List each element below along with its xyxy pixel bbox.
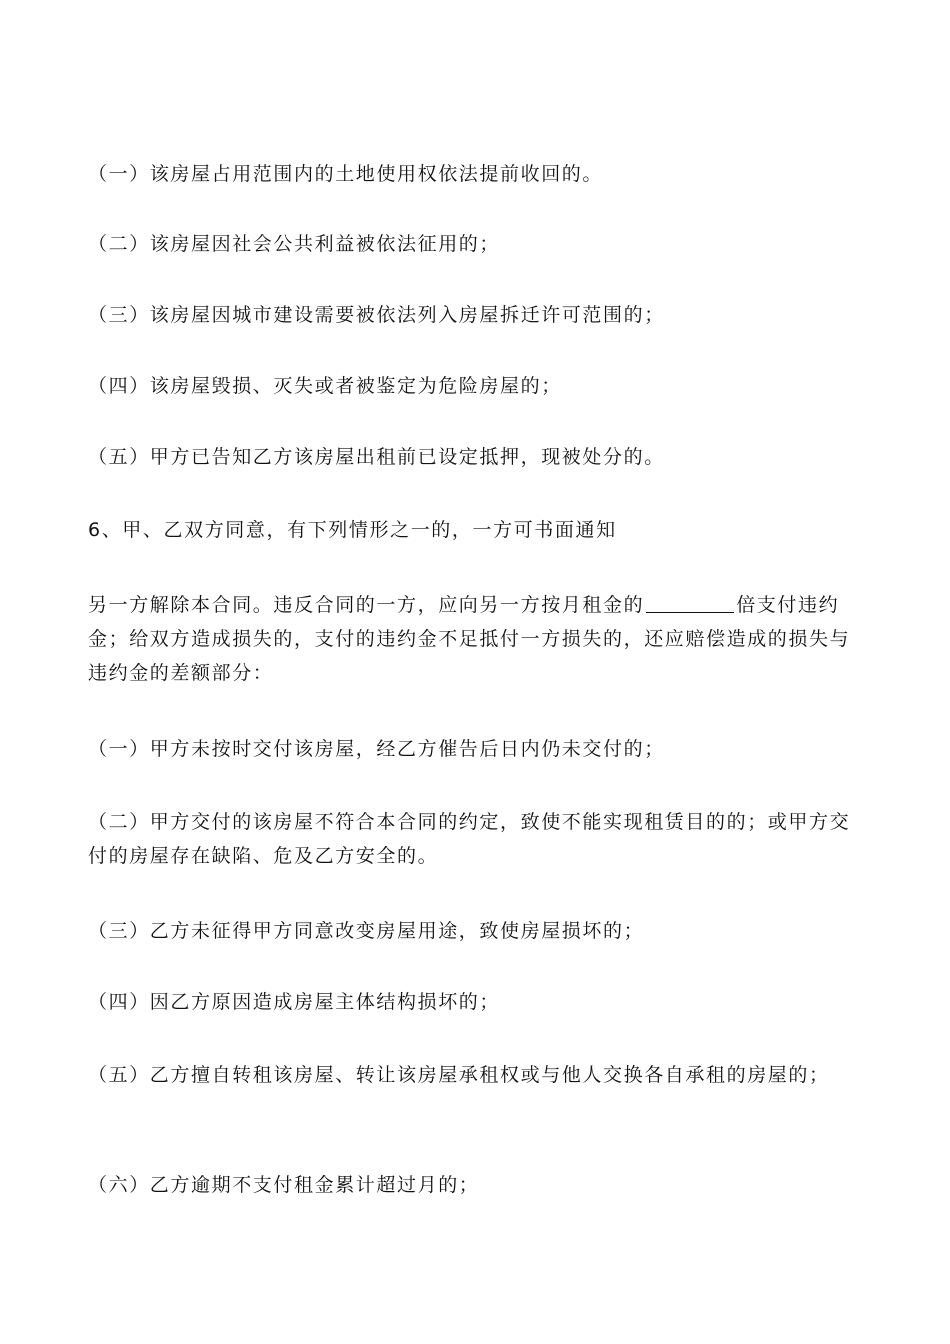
clause-6-item-4: （四）因乙方原因造成房屋主体结构损坏的； — [88, 991, 501, 1013]
clause-6-item-3: （三）乙方未征得甲方同意改变房屋用途，致使房屋损坏的； — [88, 920, 645, 942]
fill-in-blank[interactable] — [646, 592, 734, 613]
item-3: （三）该房屋因城市建设需要被依法列入房屋拆迁许可范围的； — [88, 304, 665, 326]
clause-6-heading: 6、甲、乙双方同意，有下列情形之一的，一方可书面通知 — [88, 519, 617, 541]
clause-6-item-2: （二）甲方交付的该房屋不符合本合同的约定，致使不能实现租赁目的的；或甲方交付的房屋存在缺陷、危及乙方安全的。 — [88, 811, 851, 867]
item-2: （二）该房屋因社会公共利益被依法征用的； — [88, 233, 501, 255]
clause-6-item-6: （六）乙方逾期不支付租金累计超过月的； — [88, 1174, 480, 1196]
clause-6-body-part-2: 倍支付违约金；给双方造成损失的，支付的违约金不足抵付一方损失的，还应赔偿造成的损失与违约金的差额部分： — [88, 594, 851, 684]
item-5: （五）甲方已告知乙方该房屋出租前已设定抵押，现被处分的。 — [88, 446, 665, 468]
clause-6-body — [88, 588, 866, 690]
item-1: （一）该房屋占用范围内的土地使用权依法提前收回的。 — [88, 163, 604, 185]
item-4: （四）该房屋毁损、灭失或者被鉴定为危险房屋的； — [88, 375, 562, 397]
clause-6-body-part-1: 另一方解除本合同。违反合同的一方，应向另一方按月租金的 — [88, 594, 645, 616]
clause-6-item-1: （一）甲方未按时交付该房屋，经乙方催告后日内仍未交付的； — [88, 738, 665, 760]
clause-6-item-5: （五）乙方擅自转租该房屋、转让该房屋承租权或与他人交换各自承租的房屋的； — [88, 1064, 830, 1086]
